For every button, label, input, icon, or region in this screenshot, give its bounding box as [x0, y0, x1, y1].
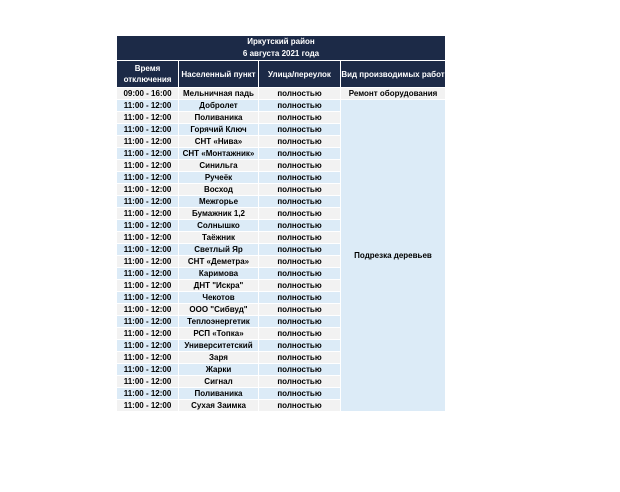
- column-header-row: [117, 61, 446, 88]
- time-cell: 11:00 - 12:00: [117, 376, 179, 388]
- street-cell: полностью: [259, 148, 341, 160]
- street-cell: полностью: [259, 328, 341, 340]
- settlement-cell: Солнышко: [179, 220, 259, 232]
- time-cell: 11:00 - 12:00: [117, 124, 179, 136]
- settlement-cell: Жарки: [179, 364, 259, 376]
- column-header-street: Улица/переулок: [259, 61, 341, 88]
- time-cell: 11:00 - 12:00: [117, 196, 179, 208]
- settlement-cell: Горячий Ключ: [179, 124, 259, 136]
- settlement-cell: Университетский: [179, 340, 259, 352]
- time-cell: 11:00 - 12:00: [117, 172, 179, 184]
- time-cell: 11:00 - 12:00: [117, 340, 179, 352]
- settlement-cell: Чекотов: [179, 292, 259, 304]
- street-cell: полностью: [259, 184, 341, 196]
- time-cell: 11:00 - 12:00: [117, 280, 179, 292]
- street-cell: полностью: [259, 100, 341, 112]
- street-cell: полностью: [259, 316, 341, 328]
- street-cell: полностью: [259, 208, 341, 220]
- settlement-cell: Ручеёк: [179, 172, 259, 184]
- table-title: [117, 36, 446, 61]
- time-cell: 11:00 - 12:00: [117, 304, 179, 316]
- settlement-cell: Поливаника: [179, 112, 259, 124]
- settlement-cell: Мельничная падь: [179, 88, 259, 100]
- table-row: [117, 88, 446, 100]
- time-cell: 11:00 - 12:00: [117, 136, 179, 148]
- street-cell: полностью: [259, 304, 341, 316]
- settlement-cell: Сухая Заимка: [179, 400, 259, 412]
- time-cell: 09:00 - 16:00: [117, 88, 179, 100]
- time-cell: 11:00 - 12:00: [117, 268, 179, 280]
- street-cell: полностью: [259, 220, 341, 232]
- region-title: Иркутский район: [247, 37, 315, 46]
- time-cell: 11:00 - 12:00: [117, 256, 179, 268]
- settlement-cell: Сигнал: [179, 376, 259, 388]
- settlement-cell: Заря: [179, 352, 259, 364]
- street-cell: полностью: [259, 112, 341, 124]
- time-cell: 11:00 - 12:00: [117, 208, 179, 220]
- street-cell: полностью: [259, 292, 341, 304]
- street-cell: полностью: [259, 88, 341, 100]
- settlement-cell: Таёжник: [179, 232, 259, 244]
- time-cell: 11:00 - 12:00: [117, 352, 179, 364]
- time-cell: 11:00 - 12:00: [117, 232, 179, 244]
- time-cell: 11:00 - 12:00: [117, 364, 179, 376]
- settlement-cell: СНТ «Деметра»: [179, 256, 259, 268]
- time-cell: 11:00 - 12:00: [117, 244, 179, 256]
- settlement-cell: Восход: [179, 184, 259, 196]
- street-cell: полностью: [259, 340, 341, 352]
- settlement-cell: Теплоэнергетик: [179, 316, 259, 328]
- time-cell: 11:00 - 12:00: [117, 220, 179, 232]
- column-header-time: Время отключения: [117, 61, 179, 88]
- time-cell: 11:00 - 12:00: [117, 400, 179, 412]
- work-type-cell: Подрезка деревьев: [341, 100, 446, 412]
- street-cell: полностью: [259, 244, 341, 256]
- date-title: 6 августа 2021 года: [242, 49, 320, 58]
- settlement-cell: Синильга: [179, 160, 259, 172]
- work-type-cell: Ремонт оборудования: [341, 88, 446, 100]
- street-cell: полностью: [259, 232, 341, 244]
- street-cell: полностью: [259, 136, 341, 148]
- street-cell: полностью: [259, 196, 341, 208]
- street-cell: полностью: [259, 400, 341, 412]
- settlement-cell: Бумажник 1,2: [179, 208, 259, 220]
- time-cell: 11:00 - 12:00: [117, 388, 179, 400]
- settlement-cell: ДНТ "Искра": [179, 280, 259, 292]
- street-cell: полностью: [259, 388, 341, 400]
- time-cell: 11:00 - 12:00: [117, 184, 179, 196]
- settlement-cell: СНТ «Монтажник»: [179, 148, 259, 160]
- time-cell: 11:00 - 12:00: [117, 292, 179, 304]
- settlement-cell: СНТ «Нива»: [179, 136, 259, 148]
- settlement-cell: Добролет: [179, 100, 259, 112]
- time-cell: 11:00 - 12:00: [117, 160, 179, 172]
- table-body: [117, 88, 446, 412]
- column-header-work: Вид производимых работ: [341, 61, 446, 88]
- settlement-cell: ООО "Сибвуд": [179, 304, 259, 316]
- column-header-settlement: Населенный пункт: [179, 61, 259, 88]
- table-row: [117, 100, 446, 112]
- settlement-cell: Поливаника: [179, 388, 259, 400]
- settlement-cell: Межгорье: [179, 196, 259, 208]
- street-cell: полностью: [259, 352, 341, 364]
- time-cell: 11:00 - 12:00: [117, 328, 179, 340]
- settlement-cell: РСП «Топка»: [179, 328, 259, 340]
- time-cell: 11:00 - 12:00: [117, 148, 179, 160]
- table-title-row: [117, 36, 446, 61]
- street-cell: полностью: [259, 364, 341, 376]
- street-cell: полностью: [259, 280, 341, 292]
- settlement-cell: Светлый Яр: [179, 244, 259, 256]
- settlement-cell: Каримова: [179, 268, 259, 280]
- time-cell: 11:00 - 12:00: [117, 316, 179, 328]
- outage-schedule-table: [116, 35, 446, 412]
- street-cell: полностью: [259, 256, 341, 268]
- street-cell: полностью: [259, 376, 341, 388]
- street-cell: полностью: [259, 172, 341, 184]
- street-cell: полностью: [259, 160, 341, 172]
- time-cell: 11:00 - 12:00: [117, 100, 179, 112]
- street-cell: полностью: [259, 124, 341, 136]
- time-cell: 11:00 - 12:00: [117, 112, 179, 124]
- street-cell: полностью: [259, 268, 341, 280]
